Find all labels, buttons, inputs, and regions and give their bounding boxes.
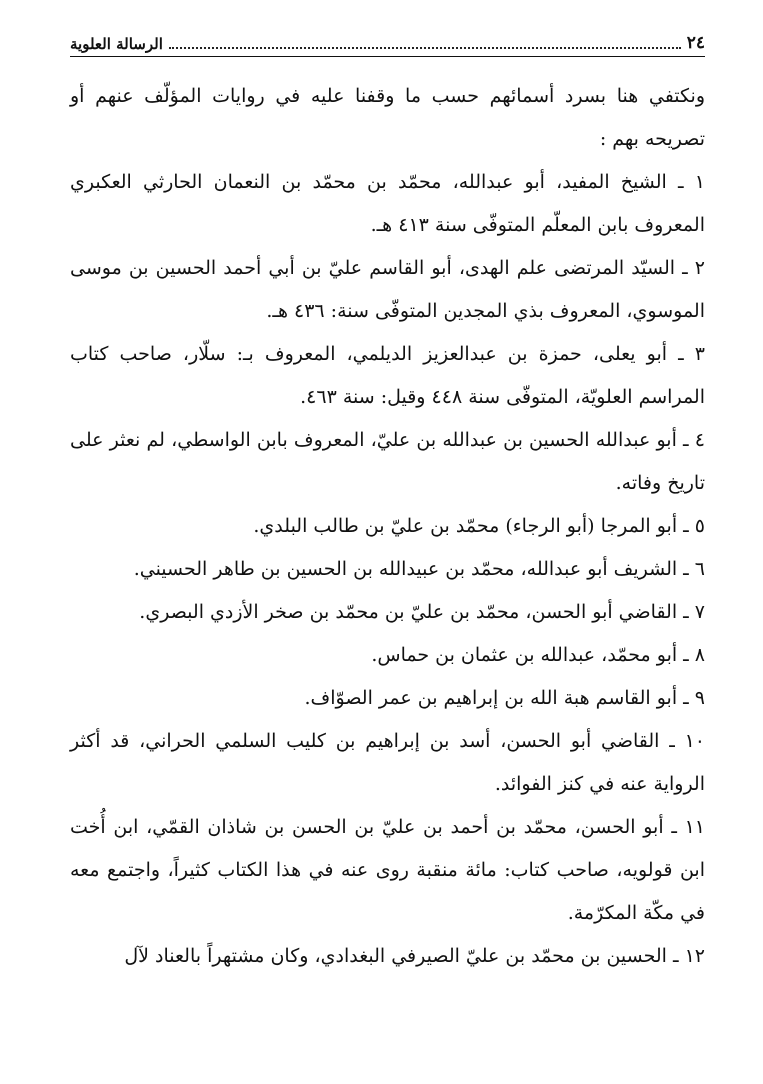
page	[70, 22, 705, 1064]
intro-paragraph: ونكتفي هنا بسرد أسمائهم حسب ما وقفنا عليه في روايات المؤلّف عنهم أو تصريحه بهم :	[70, 85, 705, 150]
list-item: ٦ ـ الشريف أبو عبدالله، محمّد بن عبيدالله بن الحسين بن طاهر الحسيني.	[133, 558, 705, 580]
page-body	[70, 75, 705, 978]
list-item: ١١ ـ أبو الحسن، محمّد بن أحمد بن عليّ بن الحسن بن شاذان القمّي، ابن أُخت ابن قولويه، صاحب كتاب: مائة منقبة روى عنه في هذا الكتاب كثيراً، واجتمع معه في مكّة المكرّمة.	[70, 816, 705, 924]
list-item: ٤ ـ أبو عبدالله الحسين بن عبدالله بن عليّ، المعروف بابن الواسطي، لم نعثر على تاريخ وفاته.	[70, 429, 705, 494]
list-item: ١٢ ـ الحسين بن محمّد بن عليّ الصيرفي البغدادي، وكان مشتهراً بالعناد لآل	[124, 945, 705, 967]
list-item: ٥ ـ أبو المرجا (أبو الرجاء) محمّد بن عليّ بن طالب البلدي.	[253, 515, 705, 537]
running-title: الرسالة العلوية	[70, 35, 163, 53]
page-number: ٢٤	[686, 33, 705, 53]
list-item: ٢ ـ السيّد المرتضى علم الهدى، أبو القاسم عليّ بن أبي أحمد الحسين بن موسى الموسوي، المعروف بذي المجدين المتوفّى سنة: ٤٣٦ هـ.	[70, 257, 705, 322]
running-header	[70, 22, 705, 57]
leader-dots	[169, 47, 681, 49]
list-item: ٧ ـ القاضي أبو الحسن، محمّد بن عليّ بن محمّد بن صخر الأزدي البصري.	[139, 601, 705, 623]
list-item: ٣ ـ أبو يعلى، حمزة بن عبدالعزيز الديلمي، المعروف بـ: سلّار، صاحب كتاب المراسم العلويّة، المتوفّى سنة ٤٤٨ وقيل: سنة ٤٦٣.	[70, 343, 705, 408]
list-item: ١ ـ الشيخ المفيد، أبو عبدالله، محمّد بن محمّد بن النعمان الحارثي العكبري المعروف بابن المعلّم المتوفّى سنة ٤١٣ هـ.	[70, 171, 705, 236]
list-item: ١٠ ـ القاضي أبو الحسن، أسد بن إبراهيم بن كليب السلمي الحراني، قد أكثر الرواية عنه في كنز الفوائد.	[70, 730, 705, 795]
list-item: ٨ ـ أبو محمّد، عبدالله بن عثمان بن حماس.	[371, 644, 705, 666]
list-item: ٩ ـ أبو القاسم هبة الله بن إبراهيم بن عمر الصوّاف.	[304, 687, 705, 709]
